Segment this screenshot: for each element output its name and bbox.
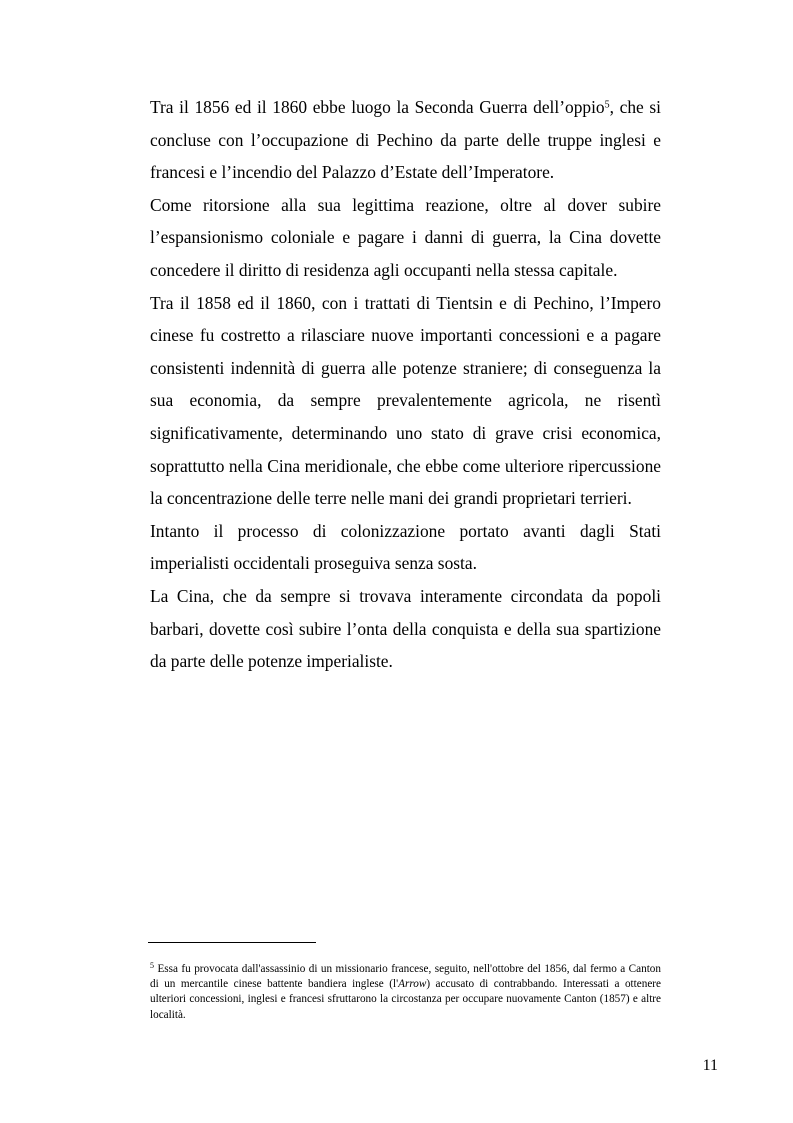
footnote-text-continued: ) accusato di contrabbando. Interessati a ottenere ulteriori concessioni, inglesi e francesi sfruttarono la circostanza per occupare nuovamente Canton (1857) e altre località.: [150, 978, 661, 1021]
footnote-reference: 5: [604, 99, 610, 111]
footnote-text: Essa fu provocata dall'assassinio di un missionario francese, seguito, nell'ottobre del 1856, dal fermo a Canton di un mercantile cinese battente bandiera inglese (l': [150, 963, 661, 991]
paragraph-1-text-continued: , che si concluse con l’occupazione di Pechino da parte delle truppe inglesi e francesi e l’incendio del Palazzo d’Estate dell’Imperatore.: [150, 97, 662, 183]
page-number: 11: [702, 1057, 718, 1074]
paragraph-3: Tra il 1858 ed il 1860, con i trattati di Tientsin e di Pechino, l’Impero cinese fu costretto a rilasciare nuove importanti concessioni e a pagare consistenti indennità di guerra alle potenze straniere; di conseguenza la sua economia, da sempre prevalentemente agricola, ne risentì significativamente, determinando uno stato di grave crisi economica, soprattutto nella Cina meridionale, che ebbe come ulteriore ripercussione la concentrazione delle terre nelle mani dei grandi proprietari terrieri.: [150, 292, 661, 509]
footnote-separator: [148, 942, 316, 943]
footnote-number: 5: [150, 961, 154, 970]
paragraph-5: La Cina, che da sempre si trovava interamente circondata da popoli barbari, dovette così subire l’onta della conquista e della sua spartizione da parte delle potenze imperialiste.: [150, 585, 661, 672]
footnote-italic-ship-name: Arrow: [398, 978, 427, 991]
paragraph-4: Intanto il processo di colonizzazione portato avanti dagli Stati imperialisti occidentali proseguiva senza sosta.: [150, 520, 661, 574]
paragraph-2: Come ritorsione alla sua legittima reazione, oltre al dover subire l’espansionismo coloniale e pagare i danni di guerra, la Cina dovette concedere il diritto di residenza agli occupanti nella stessa capitale.: [150, 194, 661, 280]
paragraph-1-text: Tra il 1856 ed il 1860 ebbe luogo la Seconda Guerra dell’oppio: [150, 97, 605, 117]
footnote: [150, 962, 661, 1023]
paragraph-1: [150, 91, 661, 189]
main-text: [150, 91, 661, 678]
